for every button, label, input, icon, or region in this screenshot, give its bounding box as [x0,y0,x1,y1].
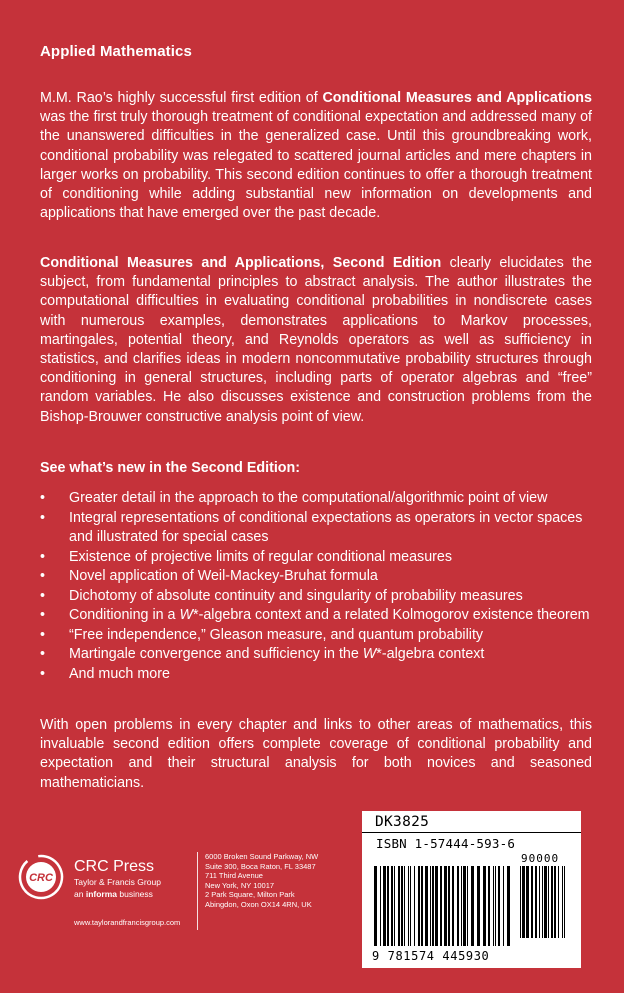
bullet: • [40,568,46,584]
barcode-bar [467,866,468,946]
barcode-bar [452,866,454,946]
barcode-bar [414,866,415,946]
barcode-bar [408,866,409,946]
intro-book-title: Conditional Measures and Applications [322,90,592,106]
price-addon-number: 90000 [521,852,560,865]
ean-number: 9 781574 445930 [372,949,490,963]
ean-barcode-icon [374,866,514,948]
barcode-divider [362,832,581,833]
informa-brand: informa [85,889,117,899]
barcode-bar [498,866,500,946]
barcode-bar [391,866,393,946]
barcode-bar [551,866,553,938]
barcode-bar [558,866,559,938]
list-item: • Dichotomy of absolute continuity and singularity of probability measures [40,587,592,607]
barcode-bar [554,866,556,938]
description-rest: clearly elucidates the subject, from fundamental principles to abstract analysis. The author illustrates the computational difficulties in evaluating conditional probabilities in nondiscrete cases with numerous examples, demonstrates applications to Markov processes, martingales, potential theory, and Reynolds operators as well as sufficiency in statistics, and clarifies ideas in modern noncommutative probability structures through conditioning in general structures, including parts of operator algebras and “free” random variables. He also discusses existence and construction problems from the Bishop-Brouwer constructive analysis point of view. [40,255,593,425]
barcode-bar [461,866,462,946]
category-label: Applied Mathematics [40,43,192,60]
barcode-bar [507,866,510,946]
list-item: • Conditioning in a W*-algebra context and a related Kolmogorov existence theorem [40,606,592,626]
publisher-url[interactable]: www.taylorandfrancisgroup.com [74,918,181,927]
barcode-bar [493,866,494,946]
barcode-bar [562,866,563,938]
barcode-bar [444,866,447,946]
barcode-box [362,811,581,968]
address-line: 711 Third Avenue [205,871,263,881]
bullet: • [40,607,46,623]
address-line: New York, NY 10017 [205,880,275,890]
address-line: Abingdon, Oxon OX14 4RN, UK [205,899,312,909]
barcode-bar [430,866,431,946]
closing-paragraph: With open problems in every chapter and links to other areas of mathematics, this invaluable second edition offers complete coverage of conditional probability and expectation and their structural analysis for both novices and seasoned mathematicians. [40,717,592,791]
barcode-bar [398,866,400,946]
barcode-bar [548,866,549,938]
description-paragraph [40,254,592,427]
barcode-bar [531,866,533,938]
publisher-name: CRC Press [74,858,155,875]
list-item: • Integral representations of conditional expectations as operators in vector spaces and illustrated for special cases [40,509,583,545]
barcode-bar [542,866,543,938]
addon-barcode-icon [520,866,570,938]
list-item: • Existence of projective limits of regular conditional measures [40,548,592,568]
publisher-address [205,852,335,910]
list-item: • And much more [40,665,592,685]
whats-new-list [40,489,592,684]
barcode-bar [383,866,386,946]
barcode-bar [410,866,411,946]
w-symbol: W [179,607,193,623]
barcode-bar [440,866,442,946]
barcode-bar [471,866,474,946]
barcode-bar [435,866,438,946]
barcode-bar [457,866,459,946]
barcode-bar [418,866,420,946]
product-code: DK3825 [375,814,430,830]
footer-divider [197,852,198,930]
barcode-bar [483,866,486,946]
barcode-bar [495,866,496,946]
address-line: Suite 300, Boca Raton, FL 33487 [205,861,316,871]
isbn-number: ISBN 1-57444-593-6 [376,836,516,851]
bullet: • [40,646,46,662]
barcode-bar [387,866,389,946]
bullet: • [40,626,46,643]
barcode-bar [394,866,395,946]
crc-logo-icon [18,854,64,900]
bullet: • [40,490,46,506]
description-book-title: Conditional Measures and Applications, Second Edition [40,255,442,271]
barcode-bar [380,866,381,946]
barcode-bar [564,866,565,938]
barcode-bar [463,866,466,946]
barcode-bar [477,866,480,946]
crc-logo-text: CRC [29,872,53,884]
barcode-bar [535,866,537,938]
publisher-group: Taylor & Francis Group [74,877,161,887]
publisher-business: an informa business [74,889,153,899]
list-item: • “Free independence,” Gleason measure, and quantum probability [40,626,592,646]
barcode-bar [526,866,529,938]
intro-paragraph [40,89,592,223]
barcode-bar [374,866,377,946]
barcode-bar [421,866,423,946]
barcode-bar [425,866,428,946]
whats-new-heading: See what’s new in the Second Edition: [40,460,301,476]
list-item: • Novel application of Weil-Mackey-Bruhat formula [40,567,592,587]
barcode-bar [448,866,450,946]
barcode-bar [520,866,521,938]
barcode-bar [544,866,547,938]
barcode-bar [432,866,434,946]
list-item: • Martingale convergence and sufficiency in the W*-algebra context [40,645,592,665]
intro-lead: M.M. Rao’s highly successful first edition of [40,90,323,106]
address-line: 2 Park Square, Milton Park [205,890,295,900]
barcode-bar [539,866,540,938]
bullet: • [40,587,46,604]
list-item: • Greater detail in the approach to the computational/algorithmic point of view [40,489,592,509]
bullet: • [40,509,46,526]
address-line: 6000 Broken Sound Parkway, NW [205,852,319,861]
intro-rest: was the first truly thorough treatment of conditional expectation and addressed many of the unanswered difficulties in the generalized case. Until this groundbreaking work, conditional probability was relegated to scattered journal articles and mere chapters in larger works on probability. This second edition continues to offer a thorough treatment of conditioning while adding substantial new information on developments and applications that have emerged over the past decade. [40,109,592,222]
barcode-bar [401,866,403,946]
barcode-bar [404,866,405,946]
barcode-bar [503,866,504,946]
bullet: • [40,665,46,682]
w-symbol: W [362,646,377,662]
barcode-bar [522,866,525,938]
bullet: • [40,548,46,565]
barcode-bar [488,866,490,946]
